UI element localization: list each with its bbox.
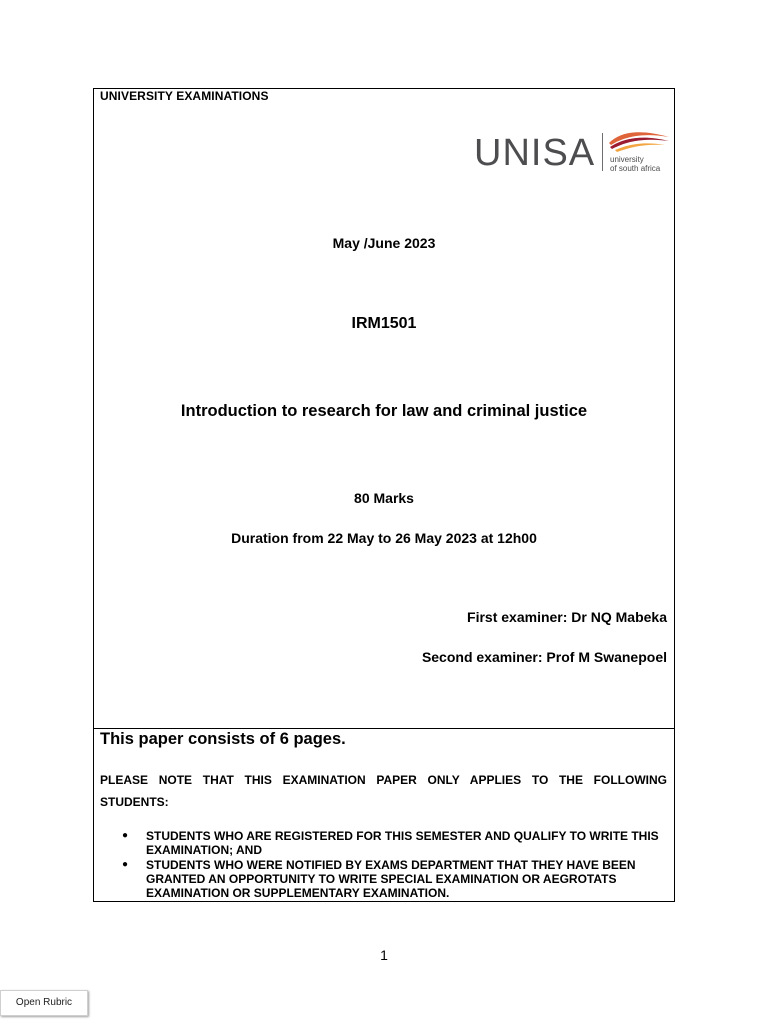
unisa-logo xyxy=(474,131,670,175)
unisa-tagline xyxy=(610,155,660,173)
list-item xyxy=(100,829,670,857)
first-examiner: First examiner: Dr NQ Mabeka xyxy=(467,609,667,625)
eligibility-list xyxy=(100,829,670,901)
open-rubric-button[interactable]: Open Rubric xyxy=(0,990,88,1016)
unisa-flag-icon xyxy=(607,131,671,153)
exam-duration: Duration from 22 May to 26 May 2023 at 12h00 xyxy=(231,530,537,546)
module-code: IRM1501 xyxy=(351,315,417,332)
tagline-line-1: university xyxy=(610,155,644,164)
unisa-wordmark: UNISA xyxy=(474,132,596,174)
university-examinations-label: UNIVERSITY EXAMINATIONS xyxy=(100,89,269,103)
second-examiner: Second examiner: Prof M Swanepoel xyxy=(421,649,667,665)
module-title: Introduction to research for law and criminal justice xyxy=(180,402,588,420)
exam-cover-frame xyxy=(93,88,675,902)
total-marks: 80 Marks xyxy=(354,490,414,506)
tagline-line-2: of south africa xyxy=(610,164,661,173)
list-item xyxy=(100,858,670,900)
applicability-notice: PLEASE NOTE THAT THIS EXAMINATION PAPER ONLY APPLIES TO THE FOLLOWING STUDENTS: xyxy=(100,773,667,809)
exam-session: May /June 2023 xyxy=(332,235,436,251)
info-section xyxy=(94,729,674,901)
bullet-icon: ● xyxy=(122,859,129,870)
cover-section xyxy=(94,89,674,729)
list-item-text: STUDENTS WHO WERE NOTIFIED BY EXAMS DEPARTMENT THAT THEY HAVE BEEN GRANTED AN OPPORTUNITY TO WRITE SPECIAL EXAMINATION OR AEGROTATS EXAMINATION OR SUPPLEMENTARY EXAMINATION. xyxy=(146,858,636,900)
page-count-note: This paper consists of 6 pages. xyxy=(100,730,346,748)
logo-divider xyxy=(602,133,603,171)
page-number: 1 xyxy=(380,947,388,963)
list-item-text: STUDENTS WHO ARE REGISTERED FOR THIS SEMESTER AND QUALIFY TO WRITE THIS EXAMINATION; AND xyxy=(146,829,659,857)
bullet-icon: ● xyxy=(122,830,129,841)
